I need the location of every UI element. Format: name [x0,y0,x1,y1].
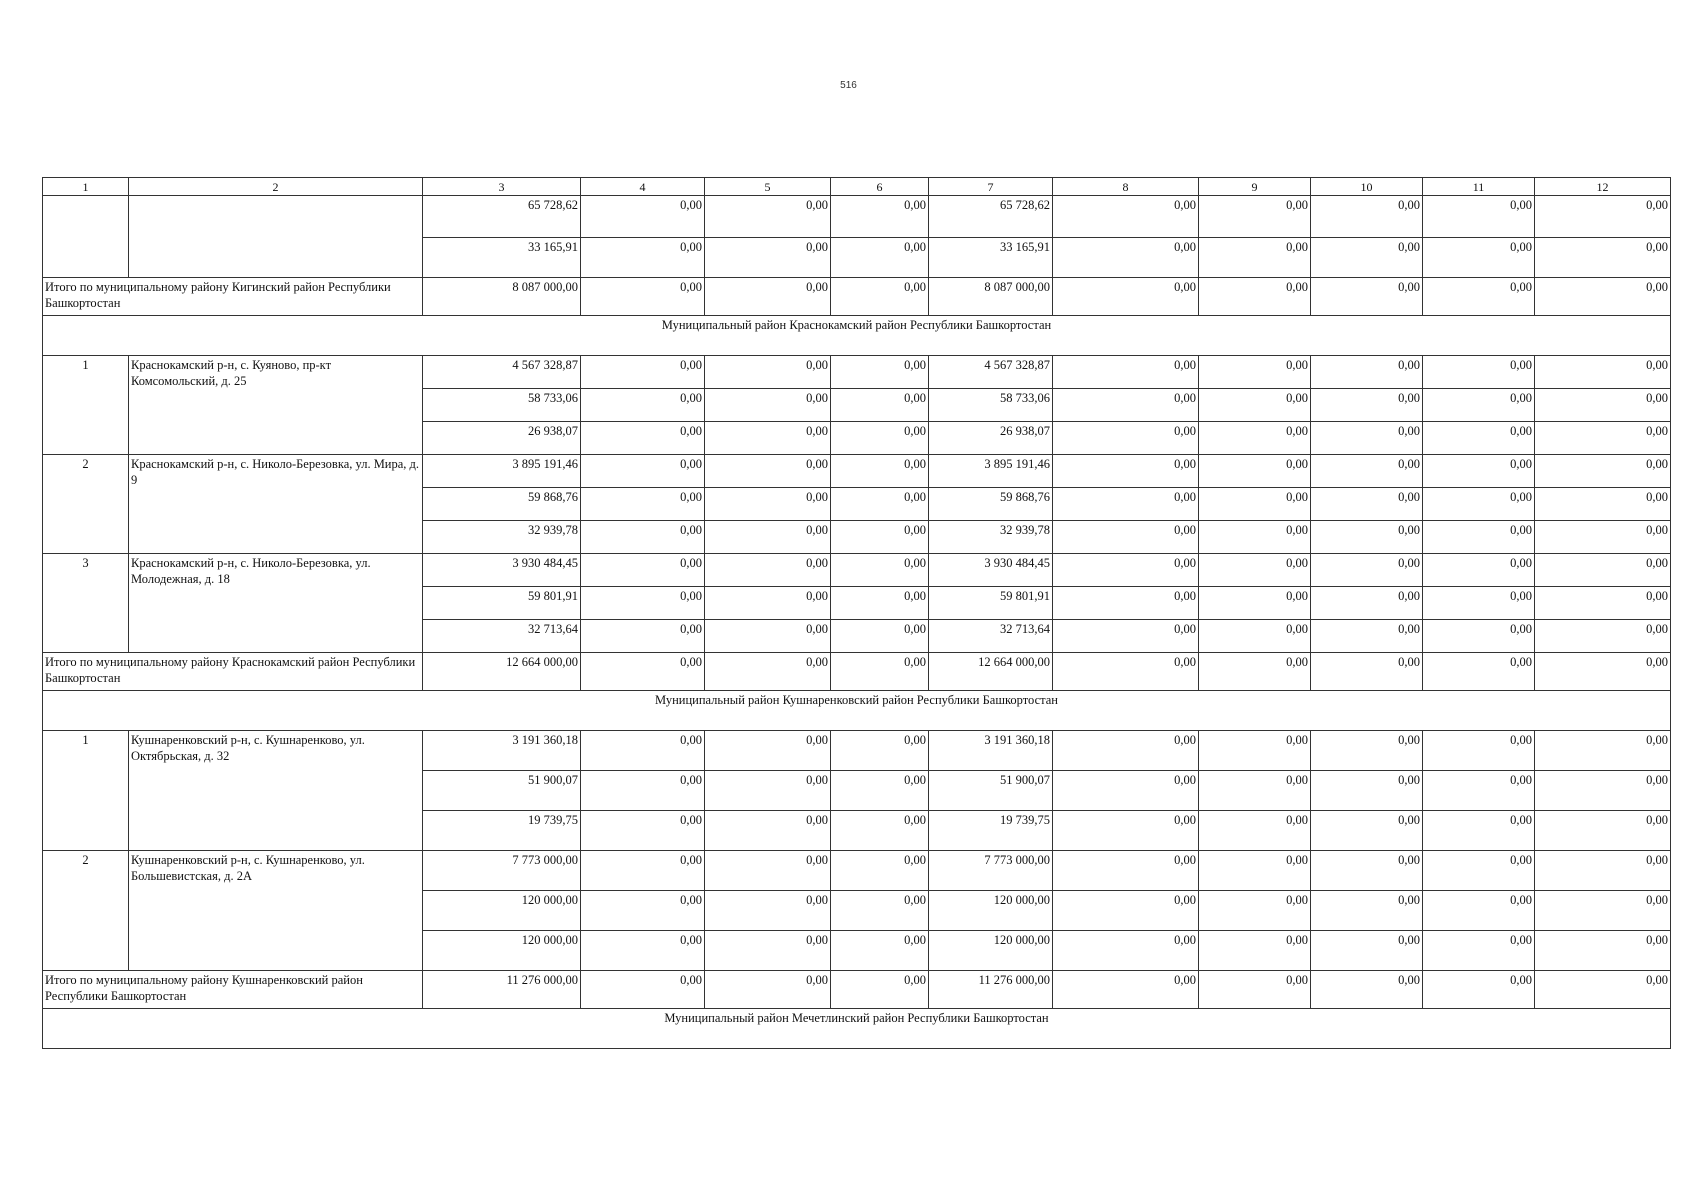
value-cell: 0,00 [581,620,705,653]
district-total-label: Итого по муниципальному району Краснокамский район Республики Башкортостан [43,653,423,691]
value-cell: 0,00 [1423,731,1535,771]
district-header-row [43,1009,1671,1049]
value-cell: 0,00 [1053,488,1199,521]
value-cell: 0,00 [1423,196,1535,238]
value-cell: 0,00 [581,422,705,455]
table-row [43,356,1671,389]
value-cell: 0,00 [581,851,705,891]
value-cell: 0,00 [581,521,705,554]
value-cell: 0,00 [1311,587,1423,620]
value-cell: 0,00 [1053,851,1199,891]
value-cell: 0,00 [705,931,831,971]
value-cell: 0,00 [705,422,831,455]
value-cell: 0,00 [831,521,929,554]
value-cell: 0,00 [1199,238,1311,278]
value-cell: 0,00 [1423,620,1535,653]
value-cell: 0,00 [1423,771,1535,811]
value-cell: 0,00 [1053,455,1199,488]
value-cell: 0,00 [1423,653,1535,691]
value-cell: 0,00 [581,278,705,316]
value-cell: 0,00 [1199,278,1311,316]
value-cell: 120 000,00 [423,931,581,971]
value-cell: 0,00 [1199,971,1311,1009]
value-cell: 0,00 [1535,731,1671,771]
value-cell: 0,00 [831,196,929,238]
value-cell: 0,00 [1423,891,1535,931]
value-cell: 0,00 [1199,771,1311,811]
value-cell: 120 000,00 [929,931,1053,971]
value-cell: 0,00 [581,811,705,851]
value-cell: 0,00 [1535,653,1671,691]
value-cell: 0,00 [1199,731,1311,771]
column-number: 3 [423,178,581,196]
value-cell: 0,00 [1423,521,1535,554]
district-header: Муниципальный район Краснокамский район Республики Башкортостан [43,316,1671,356]
value-cell: 32 713,64 [929,620,1053,653]
value-cell: 0,00 [1311,931,1423,971]
value-cell: 32 939,78 [423,521,581,554]
value-cell: 120 000,00 [423,891,581,931]
value-cell: 0,00 [1053,554,1199,587]
value-cell: 0,00 [1535,196,1671,238]
value-cell: 0,00 [1053,771,1199,811]
value-cell: 58 733,06 [423,389,581,422]
value-cell: 0,00 [1199,811,1311,851]
value-cell: 7 773 000,00 [929,851,1053,891]
column-number: 4 [581,178,705,196]
value-cell: 0,00 [831,554,929,587]
column-number: 5 [705,178,831,196]
value-cell: 0,00 [581,731,705,771]
value-cell: 0,00 [831,389,929,422]
value-cell: 0,00 [705,620,831,653]
value-cell: 8 087 000,00 [929,278,1053,316]
value-cell: 0,00 [1199,455,1311,488]
value-cell: 0,00 [705,971,831,1009]
value-cell: 0,00 [1423,971,1535,1009]
value-cell: 0,00 [1199,554,1311,587]
value-cell: 59 801,91 [929,587,1053,620]
value-cell: 0,00 [1311,521,1423,554]
value-cell: 0,00 [705,851,831,891]
value-cell: 0,00 [1053,653,1199,691]
value-cell: 0,00 [1053,620,1199,653]
value-cell: 0,00 [1535,811,1671,851]
capital-repair-table [42,177,1671,1049]
page-number: 516 [840,80,857,91]
district-total-row [43,278,1671,316]
value-cell: 0,00 [581,389,705,422]
value-cell: 0,00 [1053,356,1199,389]
value-cell: 0,00 [831,620,929,653]
value-cell: 59 868,76 [929,488,1053,521]
value-cell: 19 739,75 [423,811,581,851]
value-cell: 0,00 [581,971,705,1009]
column-number: 7 [929,178,1053,196]
value-cell: 0,00 [831,811,929,851]
value-cell: 0,00 [1311,554,1423,587]
district-header: Муниципальный район Кушнаренковский район Республики Башкортостан [43,691,1671,731]
table-row [43,554,1671,587]
value-cell: 0,00 [705,455,831,488]
district-header-row [43,316,1671,356]
value-cell: 0,00 [831,891,929,931]
value-cell: 0,00 [1535,891,1671,931]
column-number: 11 [1423,178,1535,196]
value-cell: 0,00 [831,587,929,620]
value-cell: 0,00 [831,488,929,521]
value-cell: 0,00 [1311,389,1423,422]
value-cell: 0,00 [1423,278,1535,316]
value-cell: 3 191 360,18 [929,731,1053,771]
value-cell: 0,00 [1423,389,1535,422]
object-address-cell: Кушнаренковский р-н, с. Кушнаренково, ул. Октябрьская, д. 32 [129,731,423,851]
value-cell: 0,00 [1535,389,1671,422]
value-cell: 0,00 [831,422,929,455]
value-cell: 0,00 [1199,488,1311,521]
value-cell: 0,00 [1199,196,1311,238]
value-cell: 0,00 [705,554,831,587]
value-cell: 0,00 [581,554,705,587]
value-cell: 0,00 [1199,521,1311,554]
value-cell: 0,00 [1199,620,1311,653]
value-cell: 19 739,75 [929,811,1053,851]
value-cell: 0,00 [1535,771,1671,811]
object-number-cell: 1 [43,356,129,455]
value-cell: 11 276 000,00 [929,971,1053,1009]
value-cell: 0,00 [1535,620,1671,653]
value-cell: 0,00 [1423,851,1535,891]
value-cell: 0,00 [1053,521,1199,554]
value-cell: 0,00 [1535,851,1671,891]
value-cell: 0,00 [1053,238,1199,278]
value-cell: 0,00 [1199,851,1311,891]
object-number-cell: 3 [43,554,129,653]
value-cell: 0,00 [831,931,929,971]
value-cell: 0,00 [705,389,831,422]
value-cell: 0,00 [1311,356,1423,389]
column-number: 2 [129,178,423,196]
value-cell: 3 895 191,46 [929,455,1053,488]
value-cell: 0,00 [581,771,705,811]
object-number-cell [43,196,129,278]
column-number-row [43,178,1671,196]
value-cell: 0,00 [705,521,831,554]
value-cell: 0,00 [831,653,929,691]
value-cell: 0,00 [1311,278,1423,316]
district-total-label: Итого по муниципальному району Кигинский район Республики Башкортостан [43,278,423,316]
object-address-cell [129,196,423,278]
value-cell: 0,00 [831,238,929,278]
value-cell: 0,00 [705,811,831,851]
value-cell: 0,00 [1311,771,1423,811]
value-cell: 0,00 [705,196,831,238]
value-cell: 0,00 [581,931,705,971]
column-number: 12 [1535,178,1671,196]
value-cell: 0,00 [1423,931,1535,971]
value-cell: 8 087 000,00 [423,278,581,316]
value-cell: 0,00 [831,851,929,891]
value-cell: 0,00 [1053,389,1199,422]
object-address-cell: Краснокамский р-н, с. Николо-Березовка, ул. Мира, д. 9 [129,455,423,554]
value-cell: 26 938,07 [929,422,1053,455]
value-cell: 0,00 [1311,811,1423,851]
value-cell: 32 713,64 [423,620,581,653]
value-cell: 3 191 360,18 [423,731,581,771]
value-cell: 0,00 [1311,238,1423,278]
value-cell: 0,00 [705,653,831,691]
district-header-row [43,691,1671,731]
value-cell: 0,00 [581,196,705,238]
value-cell: 0,00 [581,238,705,278]
value-cell: 0,00 [1053,891,1199,931]
value-cell: 59 801,91 [423,587,581,620]
object-address-cell: Краснокамский р-н, с. Николо-Березовка, ул. Молодежная, д. 18 [129,554,423,653]
value-cell: 0,00 [581,488,705,521]
value-cell: 0,00 [1199,931,1311,971]
value-cell: 0,00 [1311,653,1423,691]
value-cell: 0,00 [1311,422,1423,455]
value-cell: 0,00 [1199,587,1311,620]
value-cell: 0,00 [1311,620,1423,653]
value-cell: 65 728,62 [423,196,581,238]
value-cell: 0,00 [705,891,831,931]
district-total-row [43,653,1671,691]
value-cell: 0,00 [1423,238,1535,278]
value-cell: 0,00 [1535,931,1671,971]
table-row [43,731,1671,771]
value-cell: 0,00 [831,356,929,389]
value-cell: 0,00 [1199,356,1311,389]
value-cell: 0,00 [831,278,929,316]
value-cell: 0,00 [1535,554,1671,587]
value-cell: 0,00 [831,455,929,488]
table-row [43,196,1671,238]
value-cell: 0,00 [1199,422,1311,455]
value-cell: 4 567 328,87 [929,356,1053,389]
value-cell: 4 567 328,87 [423,356,581,389]
object-number-cell: 1 [43,731,129,851]
value-cell: 33 165,91 [423,238,581,278]
value-cell: 0,00 [705,731,831,771]
value-cell: 0,00 [1423,811,1535,851]
value-cell: 0,00 [1423,422,1535,455]
value-cell: 0,00 [1423,554,1535,587]
value-cell: 51 900,07 [423,771,581,811]
value-cell: 0,00 [1535,971,1671,1009]
value-cell: 3 930 484,45 [929,554,1053,587]
value-cell: 0,00 [1053,422,1199,455]
value-cell: 0,00 [1535,238,1671,278]
value-cell: 3 930 484,45 [423,554,581,587]
value-cell: 0,00 [1053,196,1199,238]
value-cell: 12 664 000,00 [423,653,581,691]
value-cell: 0,00 [1311,196,1423,238]
district-header: Муниципальный район Мечетлинский район Республики Башкортостан [43,1009,1671,1049]
column-number: 6 [831,178,929,196]
value-cell: 0,00 [705,587,831,620]
object-number-cell: 2 [43,455,129,554]
value-cell: 0,00 [831,971,929,1009]
value-cell: 7 773 000,00 [423,851,581,891]
value-cell: 65 728,62 [929,196,1053,238]
value-cell: 0,00 [705,238,831,278]
column-number: 8 [1053,178,1199,196]
column-number: 10 [1311,178,1423,196]
value-cell: 51 900,07 [929,771,1053,811]
value-cell: 11 276 000,00 [423,971,581,1009]
value-cell: 0,00 [1311,731,1423,771]
value-cell: 0,00 [1311,851,1423,891]
value-cell: 0,00 [831,731,929,771]
value-cell: 0,00 [1199,653,1311,691]
value-cell: 0,00 [705,356,831,389]
value-cell: 3 895 191,46 [423,455,581,488]
value-cell: 0,00 [1053,971,1199,1009]
value-cell: 0,00 [1311,488,1423,521]
district-total-row [43,971,1671,1009]
value-cell: 0,00 [1053,587,1199,620]
value-cell: 0,00 [831,771,929,811]
object-number-cell: 2 [43,851,129,971]
table-row [43,851,1671,891]
value-cell: 0,00 [705,488,831,521]
value-cell: 0,00 [1423,587,1535,620]
value-cell: 0,00 [1311,455,1423,488]
value-cell: 0,00 [1053,278,1199,316]
value-cell: 0,00 [581,587,705,620]
value-cell: 0,00 [1535,521,1671,554]
value-cell: 59 868,76 [423,488,581,521]
value-cell: 0,00 [1199,389,1311,422]
value-cell: 120 000,00 [929,891,1053,931]
object-address-cell: Краснокамский р-н, с. Куяново, пр-кт Комсомольский, д. 25 [129,356,423,455]
value-cell: 0,00 [1053,931,1199,971]
value-cell: 0,00 [1053,811,1199,851]
value-cell: 0,00 [1199,891,1311,931]
object-address-cell: Кушнаренковский р-н, с. Кушнаренково, ул. Большевистская, д. 2А [129,851,423,971]
value-cell: 0,00 [1535,455,1671,488]
value-cell: 0,00 [581,356,705,389]
value-cell: 0,00 [1535,422,1671,455]
value-cell: 0,00 [1423,488,1535,521]
table-row [43,455,1671,488]
value-cell: 0,00 [1535,587,1671,620]
value-cell: 26 938,07 [423,422,581,455]
value-cell: 0,00 [705,278,831,316]
value-cell: 0,00 [581,891,705,931]
value-cell: 32 939,78 [929,521,1053,554]
value-cell: 33 165,91 [929,238,1053,278]
value-cell: 58 733,06 [929,389,1053,422]
value-cell: 12 664 000,00 [929,653,1053,691]
value-cell: 0,00 [1535,278,1671,316]
value-cell: 0,00 [1311,971,1423,1009]
district-total-label: Итого по муниципальному району Кушнаренковский район Республики Башкортостан [43,971,423,1009]
value-cell: 0,00 [1311,891,1423,931]
column-number: 1 [43,178,129,196]
column-number: 9 [1199,178,1311,196]
value-cell: 0,00 [705,771,831,811]
value-cell: 0,00 [581,653,705,691]
value-cell: 0,00 [1053,731,1199,771]
value-cell: 0,00 [1423,455,1535,488]
value-cell: 0,00 [1535,488,1671,521]
value-cell: 0,00 [1423,356,1535,389]
value-cell: 0,00 [581,455,705,488]
value-cell: 0,00 [1535,356,1671,389]
